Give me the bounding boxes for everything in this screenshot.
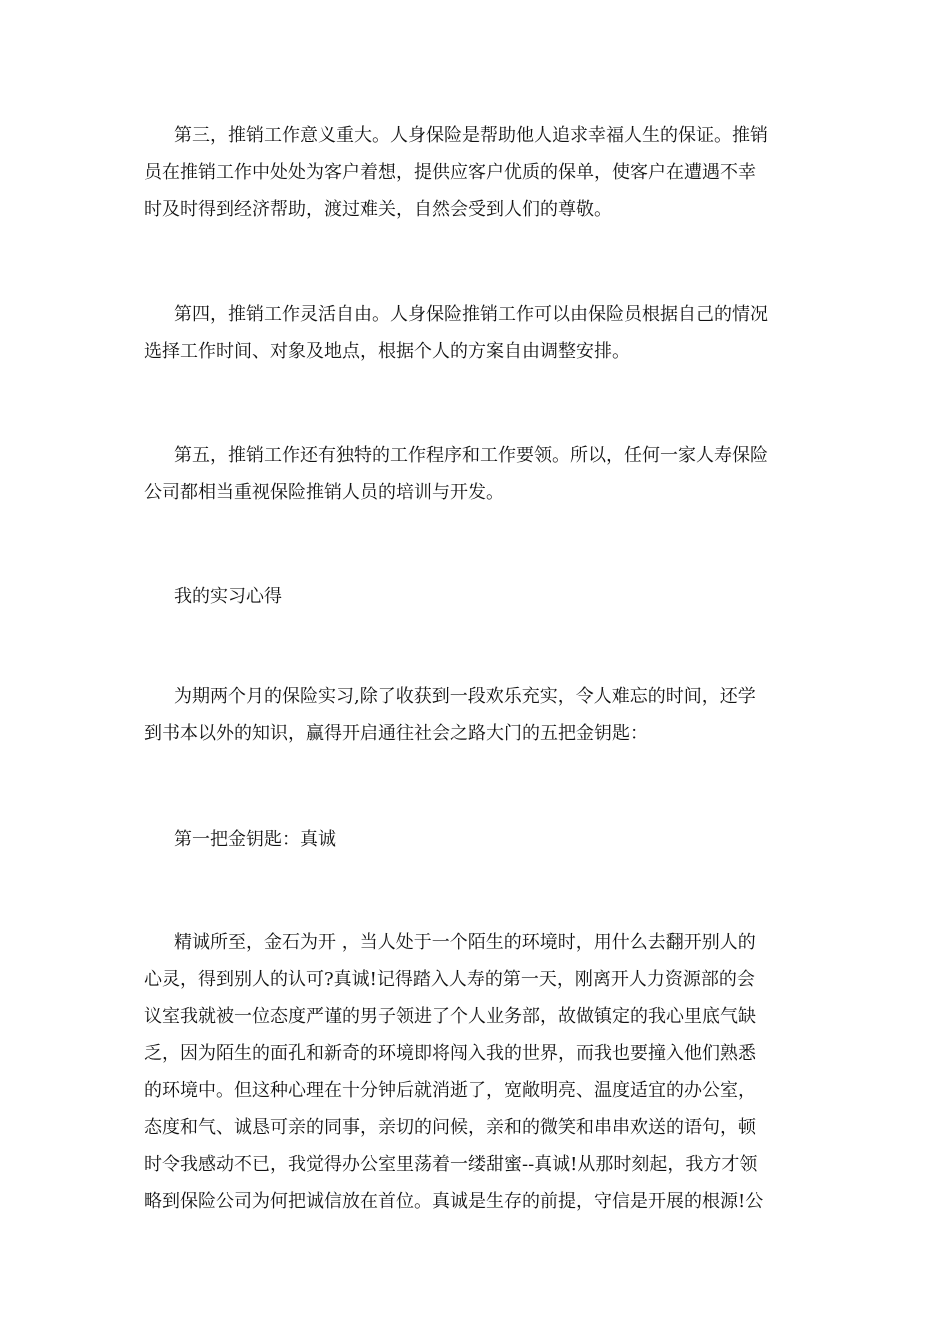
text-line: 为期两个月的保险实习,除了收获到一段欢乐充实，令人难忘的时间，还学: [174, 686, 756, 707]
text-line: 第四，推销工作灵活自由。人身保险推销工作可以由保险员根据自己的情况: [174, 304, 768, 325]
text-line: 态度和气、诚恳可亲的同事，亲切的问候，亲和的微笑和串串欢送的语句，顿: [144, 1117, 756, 1138]
text-line: 心灵，得到别人的认可?真诚!记得踏入人寿的第一天，刚离开人力资源部的会: [144, 969, 755, 990]
paragraph-third-point: [144, 117, 806, 228]
text-line: 议室我就被一位态度严谨的男子领进了个人业务部，故做镇定的我心里底气缺: [144, 1006, 756, 1027]
text-line: 略到保险公司为何把诚信放在首位。真诚是生存的前提，守信是开展的根源!公: [144, 1191, 764, 1212]
heading-text: 我的实习心得: [174, 586, 282, 607]
text-line: 第三，推销工作意义重大。人身保险是帮助他人追求幸福人生的保证。推销: [174, 125, 768, 146]
paragraph-sincerity: [144, 924, 806, 1220]
text-line: 乏，因为陌生的面孔和新奇的环境即将闯入我的世界，而我也要撞入他们熟悉: [144, 1043, 756, 1064]
text-line: 员在推销工作中处处为客户着想，提供应客户优质的保单，使客户在遭遇不幸: [144, 162, 756, 183]
text-line: 公司都相当重视保险推销人员的培训与开发。: [144, 482, 504, 503]
section-heading: [144, 578, 806, 615]
paragraph-fifth-point: [144, 437, 806, 511]
paragraph-internship-summary: [144, 678, 806, 752]
text-line: 第五，推销工作还有独特的工作程序和工作要领。所以，任何一家人寿保险: [174, 445, 768, 466]
text-line: 选择工作时间、对象及地点，根据个人的方案自由调整安排。: [144, 341, 630, 362]
paragraph-fourth-point: [144, 296, 806, 370]
text-line: 的环境中。但这种心理在十分钟后就消逝了，宽敞明亮、温度适宜的办公室，: [144, 1080, 756, 1101]
text-line: 精诚所至，金石为开 ，当人处于一个陌生的环境时，用什么去翻开别人的: [174, 932, 756, 953]
subsection-heading: [144, 821, 806, 858]
text-line: 时令我感动不已，我觉得办公室里荡着一缕甜蜜--真诚!从那时刻起，我方才领: [144, 1154, 758, 1175]
heading-text: 第一把金钥匙：真诚: [174, 829, 336, 850]
text-line: 到书本以外的知识，赢得开启通往社会之路大门的五把金钥匙：: [144, 723, 648, 744]
text-line: 时及时得到经济帮助，渡过难关，自然会受到人们的尊敬。: [144, 199, 612, 220]
